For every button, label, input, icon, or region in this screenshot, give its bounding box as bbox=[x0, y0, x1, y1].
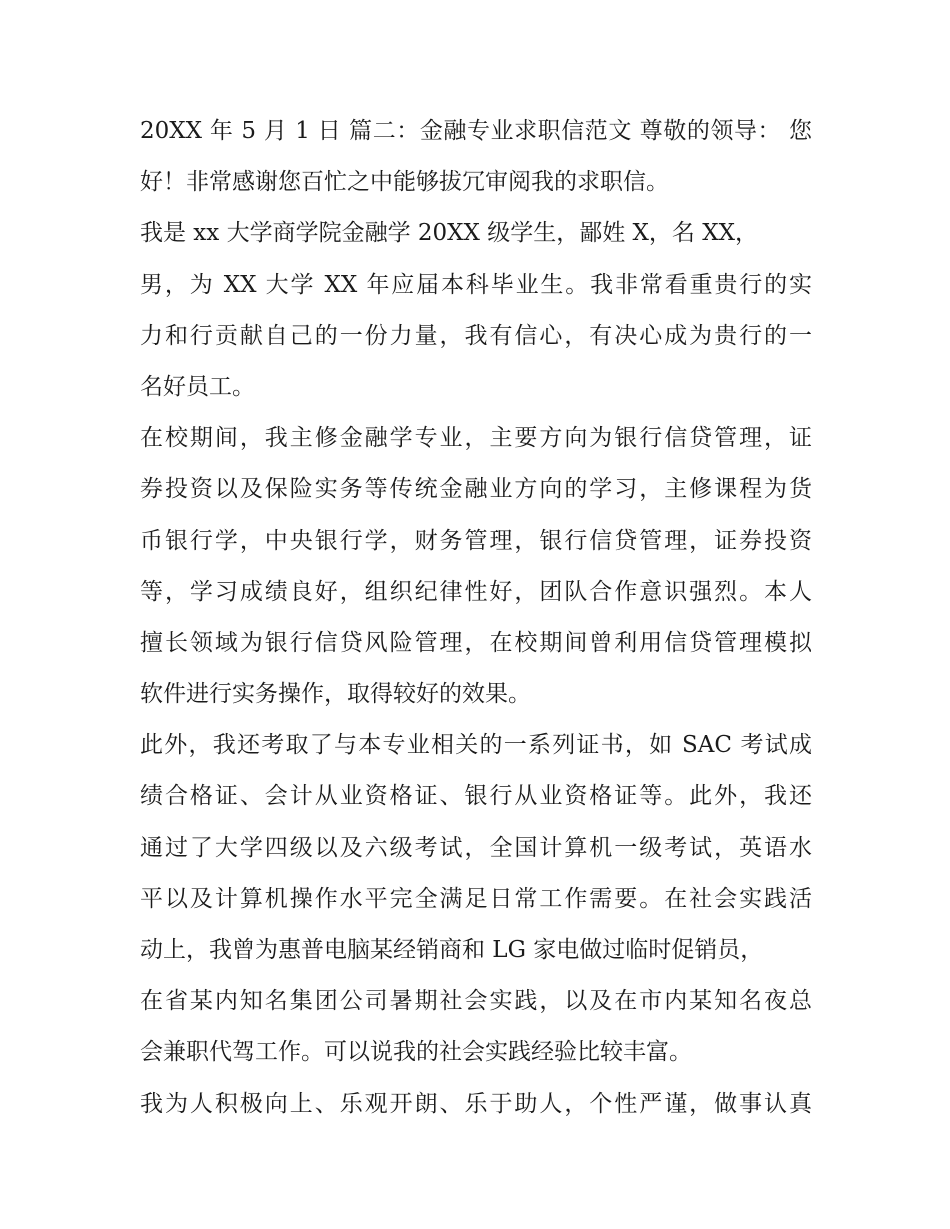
text-line: 好！非常感谢您百忙之中能够拔冗审阅我的求职信。 bbox=[140, 169, 669, 196]
text-line: 平以及计算机操作水平完全满足日常工作需要。在社会实践活 bbox=[140, 885, 812, 912]
text-line: 动上，我曾为惠普电脑某经销商和 LG 家电做过临时促销员， bbox=[140, 937, 764, 963]
text-line: 我为人积极向上、乐观开朗、乐于助人，个性严谨，做事认真 bbox=[140, 1090, 812, 1117]
text-line: 在校期间，我主修金融学专业，主要方向为银行信贷管理，证 bbox=[140, 425, 812, 452]
text-line: 在省某内知名集团公司暑期社会实践，以及在市内某知名夜总 bbox=[140, 988, 812, 1015]
text-line: 券投资以及保险实务等传统金融业方向的学习，主修课程为货 bbox=[140, 476, 812, 503]
text-line: 绩合格证、会计从业资格证、银行从业资格证等。此外，我还 bbox=[140, 783, 812, 810]
text-line: 软件进行实务操作，取得较好的效果。 bbox=[140, 681, 531, 708]
text-line: 力和行贡献自己的一份力量，我有信心，有决心成为贵行的一 bbox=[140, 322, 812, 349]
text-line: 等，学习成绩良好，组织纪律性好，团队合作意识强烈。本人 bbox=[140, 578, 812, 605]
text-line: 男，为 XX 大学 XX 年应届本科毕业生。我非常看重贵行的实 bbox=[140, 271, 812, 298]
text-line: 会兼职代驾工作。可以说我的社会实践经验比较丰富。 bbox=[140, 1039, 692, 1066]
text-line: 此外，我还考取了与本专业相关的一系列证书，如 SAC 考试成 bbox=[140, 732, 812, 759]
text-line: 币银行学，中央银行学，财务管理，银行信贷管理，证券投资 bbox=[140, 527, 812, 554]
letter-body bbox=[140, 106, 812, 1130]
text-line: 擅长领域为银行信贷风险管理，在校期间曾利用信贷管理模拟 bbox=[140, 629, 812, 656]
text-line: 名好员工。 bbox=[140, 373, 255, 400]
text-line: 通过了大学四级以及六级考试，全国计算机一级考试，英语水 bbox=[140, 834, 812, 861]
text-line: 我是 xx 大学商学院金融学 20XX 级学生，鄙姓 X，名 XX， bbox=[140, 220, 758, 247]
text-line: 20XX 年 5 月 1 日 篇二：金融专业求职信范文 尊敬的领导： 您 bbox=[140, 118, 812, 144]
